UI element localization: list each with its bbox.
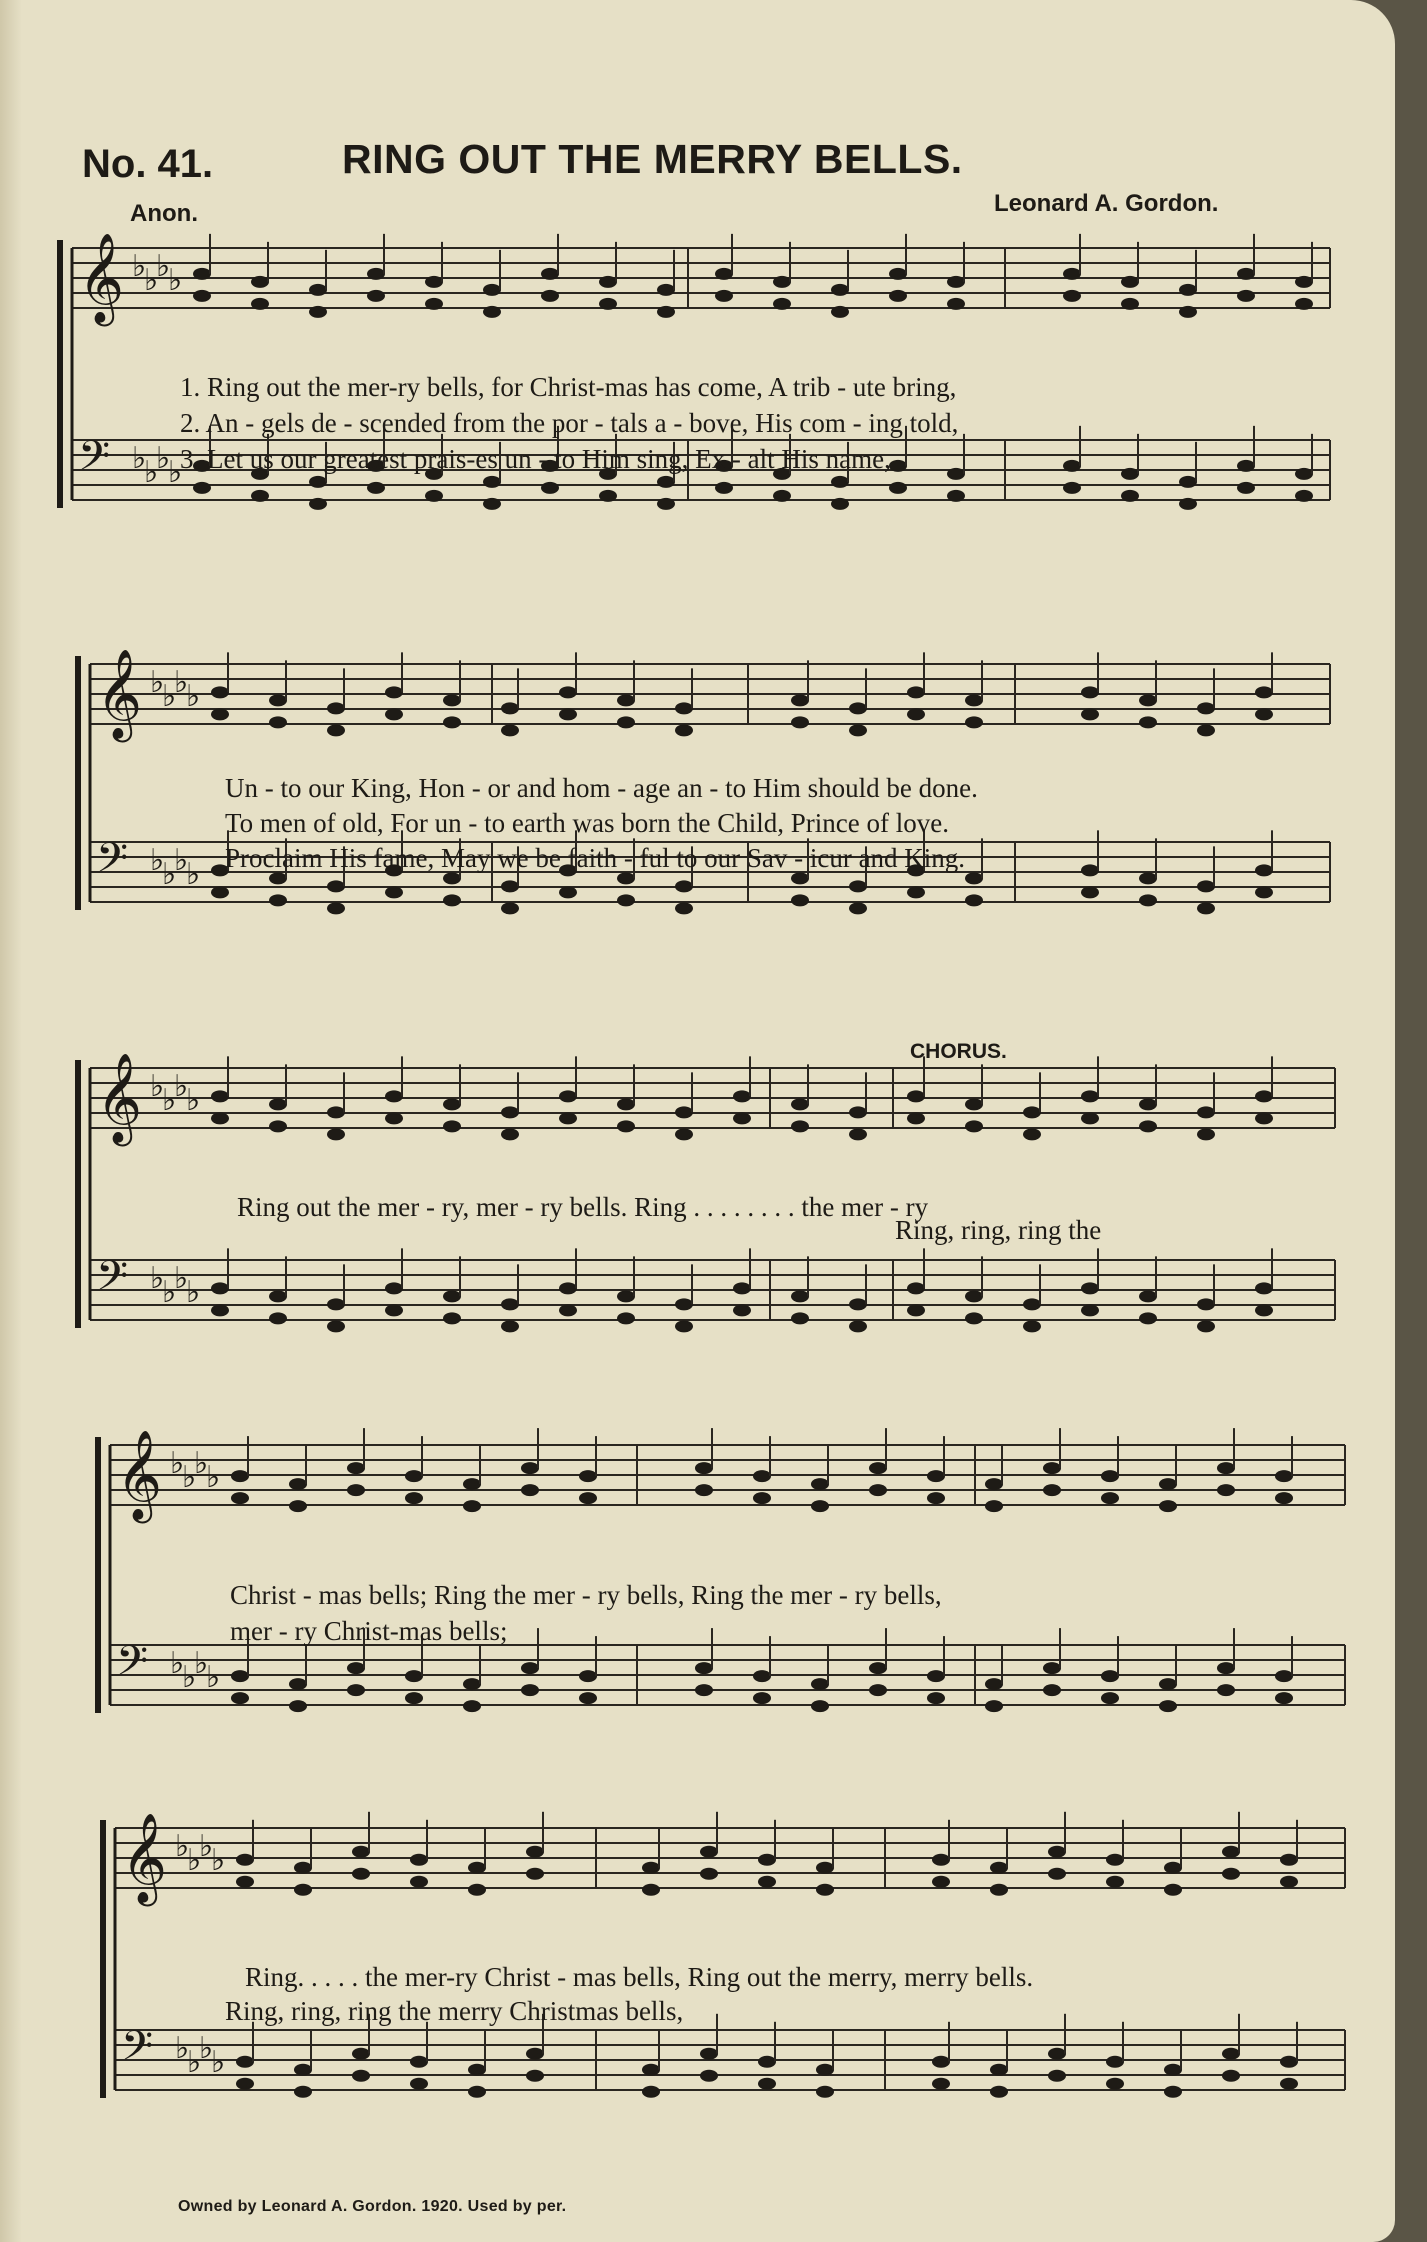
svg-text:♭: ♭ [199, 1829, 214, 1864]
treble-staff-2 [90, 649, 1330, 743]
svg-text:𝄞: 𝄞 [78, 233, 125, 323]
svg-text:𝄞: 𝄞 [96, 1053, 143, 1143]
svg-text:♭: ♭ [186, 1275, 201, 1310]
composer-credit: Leonard A. Gordon. [994, 190, 1219, 217]
svg-text:♭: ♭ [206, 1460, 221, 1495]
svg-text:♭: ♭ [175, 1829, 190, 1864]
svg-text:♭: ♭ [144, 455, 159, 490]
svg-text:𝄞: 𝄞 [121, 1813, 168, 1903]
chorus-line-2: Christ - mas bells; Ring the mer - ry bells, Ring the mer - ry bells, [230, 1580, 942, 1610]
svg-text:♭: ♭ [186, 1083, 201, 1118]
svg-text:𝄞: 𝄞 [116, 1430, 163, 1520]
svg-text:♭: ♭ [211, 2045, 226, 2080]
svg-text:♭: ♭ [174, 1069, 189, 1104]
verse-2-line-2: To men of old, For un - to earth was born the Child, Prince of love. [225, 808, 949, 838]
svg-text:♭: ♭ [144, 263, 159, 298]
svg-text:♭: ♭ [132, 441, 147, 476]
copyright-notice: Owned by Leonard A. Gordon. 1920. Used by per. [178, 2198, 567, 2215]
treble-staff-1 [72, 233, 1330, 327]
svg-text:♭: ♭ [194, 1446, 209, 1481]
svg-text:♭: ♭ [206, 1660, 221, 1695]
svg-text:♭: ♭ [150, 843, 165, 878]
svg-text:♭: ♭ [168, 263, 183, 298]
hymn-title: RING OUT THE MERRY BELLS. [342, 136, 963, 182]
staff-system-5 [103, 1812, 1345, 2098]
svg-text:♭: ♭ [162, 679, 177, 714]
lyricist-credit: Anon. [130, 200, 198, 227]
svg-text:♭: ♭ [150, 1261, 165, 1296]
bass-staff-3 [90, 1248, 1335, 1332]
svg-text:𝄢: 𝄢 [78, 432, 111, 490]
svg-text:♭: ♭ [170, 1646, 185, 1681]
staff-system-4 [98, 1428, 1345, 1713]
svg-text:♭: ♭ [150, 1069, 165, 1104]
svg-text:♭: ♭ [187, 1843, 202, 1878]
svg-text:♭: ♭ [162, 1083, 177, 1118]
svg-text:♭: ♭ [211, 1843, 226, 1878]
chorus-bass-line-1: Ring, ring, ring the [895, 1215, 1102, 1245]
svg-text:♭: ♭ [156, 441, 171, 476]
verse-3-line-2: Proclaim His fame, May we be faith - ful to our Sav - icur and King. [225, 843, 966, 873]
svg-text:♭: ♭ [199, 2031, 214, 2066]
treble-staff-4 [110, 1428, 1345, 1524]
chorus-line-3: Ring. . . . . the mer-ry Christ - mas bells, Ring out the merry, merry bells. [245, 1962, 1034, 1992]
svg-text:♭: ♭ [174, 665, 189, 700]
hymn-number: No. 41. [82, 142, 214, 186]
chorus-bass-line-2: mer - ry Christ-mas bells; [230, 1616, 508, 1646]
svg-text:♭: ♭ [150, 665, 165, 700]
svg-text:♭: ♭ [186, 857, 201, 892]
svg-text:♭: ♭ [162, 857, 177, 892]
svg-text:𝄢: 𝄢 [96, 834, 129, 892]
svg-text:♭: ♭ [182, 1460, 197, 1495]
chorus-label: CHORUS. [910, 1040, 1007, 1063]
chorus-line-1: Ring out the mer - ry, mer - ry bells. Ring . . . . . . . . the mer - ry [237, 1192, 929, 1222]
svg-text:𝄢: 𝄢 [116, 1637, 149, 1695]
svg-text:♭: ♭ [174, 1261, 189, 1296]
treble-staff-5 [115, 1812, 1345, 1907]
svg-text:𝄢: 𝄢 [96, 1252, 129, 1310]
svg-text:♭: ♭ [156, 249, 171, 284]
svg-text:♭: ♭ [175, 2031, 190, 2066]
verse-1-line-2: Un - to our King, Hon - or and hom - age an - to Him should be done. [225, 773, 978, 803]
svg-text:♭: ♭ [182, 1660, 197, 1695]
svg-text:♭: ♭ [162, 1275, 177, 1310]
treble-staff-3 [90, 1053, 1335, 1147]
svg-text:♭: ♭ [187, 2045, 202, 2080]
svg-text:♭: ♭ [174, 843, 189, 878]
verse-2-line-1: 2. An - gels de - scended from the por - tals a - bove, His com - ing told, [180, 408, 959, 438]
verse-1-line-1: 1. Ring out the mer-ry bells, for Christ-mas has come, A trib - ute bring, [180, 372, 957, 402]
svg-text:♭: ♭ [194, 1646, 209, 1681]
svg-text:𝄢: 𝄢 [121, 2022, 154, 2080]
svg-text:♭: ♭ [170, 1446, 185, 1481]
chorus-bass-line-3: Ring, ring, ring the merry Christmas bells, [225, 1996, 684, 2026]
svg-text:𝄞: 𝄞 [96, 649, 143, 739]
svg-text:♭: ♭ [186, 679, 201, 714]
svg-text:♭: ♭ [168, 455, 183, 490]
svg-text:♭: ♭ [132, 249, 147, 284]
verse-3-line-1: 3. Let us our greatest prais-es un - to Him sing, Ex - alt His name, [180, 444, 891, 474]
